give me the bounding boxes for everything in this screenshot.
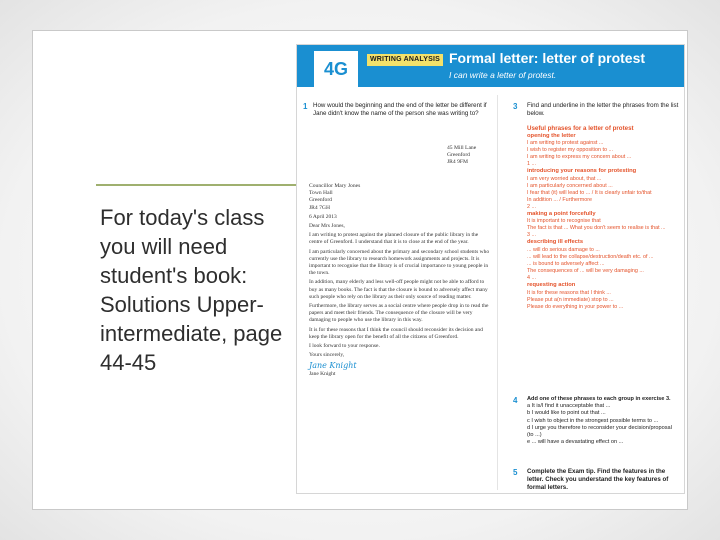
phrase-item: The consequences of ... will be very damaging ...	[527, 267, 644, 274]
letter-name: Jane Knight	[309, 371, 336, 378]
phrase-item: In addition ... / Furthermore	[527, 196, 593, 203]
phrase-item: ... will do serious damage to ...	[527, 246, 600, 253]
section-tag: WRITING ANALYSIS	[367, 54, 443, 66]
textbook-page-image	[296, 44, 685, 494]
class-instructions: For today's class you will need student's book: Solutions Upper- intermediate, page 44-45	[100, 205, 283, 375]
exercise-5-number: 5	[513, 468, 518, 477]
phrase-group-heading: requesting action	[527, 281, 576, 288]
letter-paragraph: I am writing to protest against the planned closure of the public library in the centre of Greenford. I understand that it is to close at the end of the year.	[309, 232, 479, 246]
letter-date: 6 April 2013	[309, 213, 337, 220]
phrase-item: 4 ...	[527, 274, 536, 281]
letter-paragraph: It is for these reasons that I think the council should reconsider its decision and keep the library open for the benefit of all the citizens of Greenford.	[309, 326, 483, 340]
exercise-4-option: e ... will have a devastating effect on ...	[527, 439, 624, 446]
exercise-1-text: How would the beginning and the end of the letter be different if Jane didn't know the name of the person she was writing to?	[313, 102, 487, 117]
recipient-address: Councillor Mary Jones Town Hall Greenford JR4 7GH	[309, 183, 361, 211]
letter-paragraph: In addition, many elderly and less well-off people might not be able to afford to buy as many books. The fact is that the closure is bound to adversely affect many such people who rely on the library as their only source of reading matter.	[309, 279, 488, 300]
phrase-item: 1 ...	[527, 161, 536, 168]
phrase-item: 2 ...	[527, 203, 536, 210]
letter-paragraph: I look forward to your response.	[309, 343, 380, 350]
phrase-item: Please put a(n immediate) stop to ...	[527, 296, 614, 303]
column-divider	[497, 95, 498, 490]
exercise-4-text: Add one of these phrases to each group in exercise 3.	[527, 396, 671, 402]
page-subtitle: I can write a letter of protest.	[449, 70, 557, 80]
phrase-item: The fact is that ... What you don't seem to realise is that ...	[527, 225, 666, 232]
exercise-3-number: 3	[513, 102, 518, 111]
useful-phrases-box	[527, 125, 679, 311]
letter-closing: Yours sincerely,	[309, 352, 345, 359]
exercise-5-text: Complete the Exam tip. Find the features in the letter. Check you understand the key features of formal letters.	[527, 468, 669, 491]
exercise-4-number: 4	[513, 396, 518, 405]
letter-salutation: Dear Mrs Jones,	[309, 223, 345, 230]
phrase-item: ... will lead to the collapse/destruction/death etc. of ...	[527, 253, 654, 260]
letter-body	[309, 183, 491, 381]
phrase-item: ... is bound to adversely affect ...	[527, 260, 605, 267]
phrase-group-heading: introducing your reasons for protesting	[527, 168, 637, 175]
phrase-item: 3 ...	[527, 232, 536, 239]
phrase-item: I am writing to express my concern about ...	[527, 154, 632, 161]
phrase-item: It is for these reasons that I think ...	[527, 289, 611, 296]
phrase-item: Please do everything in your power to ...	[527, 303, 624, 310]
phrase-item: I am very worried about, that ...	[527, 175, 602, 182]
accent-divider	[96, 184, 302, 186]
phrase-item: I fear that (it) will lead to ... / It is clearly unfair to/that	[527, 189, 652, 196]
phrase-item: I am particularly concerned about ...	[527, 182, 613, 189]
exercise-4-option: a It is/I find it unacceptable that ...	[527, 403, 611, 410]
phrase-group-heading: describing ill effects	[527, 239, 584, 246]
useful-phrases-title: Useful phrases for a letter of protest	[527, 125, 634, 132]
phrase-item: It is important to recognise that	[527, 218, 601, 225]
phrase-group-heading: making a point forcefully	[527, 210, 596, 217]
exercise-4-option: c I wish to object in the strongest possible terms to ...	[527, 417, 659, 424]
phrase-item: I am writing to protest against ...	[527, 140, 604, 147]
letter-signature: Jane Knight	[309, 361, 357, 371]
exercise-4-option: b I would like to point out that ...	[527, 410, 606, 417]
letter-paragraph: Furthermore, the library serves as a social centre where people drop in to read the papers and meet their friends. The consequence of the closure will be very damaging to people who use the library in this way.	[309, 303, 489, 324]
letter-paragraph: I am particularly concerned about the primary and secondary school students who currently use the library to research homework assignments and projects. It is important to recognise that the library is of crucial importance to young people in the town.	[309, 248, 490, 277]
exercise-3-text: Find and underline in the letter the phrases from the list below.	[527, 102, 679, 117]
exercise-4	[527, 396, 679, 446]
page-title: Formal letter: letter of protest	[449, 50, 646, 66]
sender-address: 45 Mill Lane Greenford JR4 9FM	[447, 145, 477, 166]
phrase-group-heading: opening the letter	[527, 132, 576, 139]
exercise-4-option: d I urge you therefore to reconsider your decision/proposal (to ...)	[527, 424, 672, 439]
unit-badge: 4G	[314, 51, 358, 87]
phrase-item: I wish to register my opposition to ...	[527, 147, 613, 154]
exercise-1-number: 1	[303, 102, 308, 111]
